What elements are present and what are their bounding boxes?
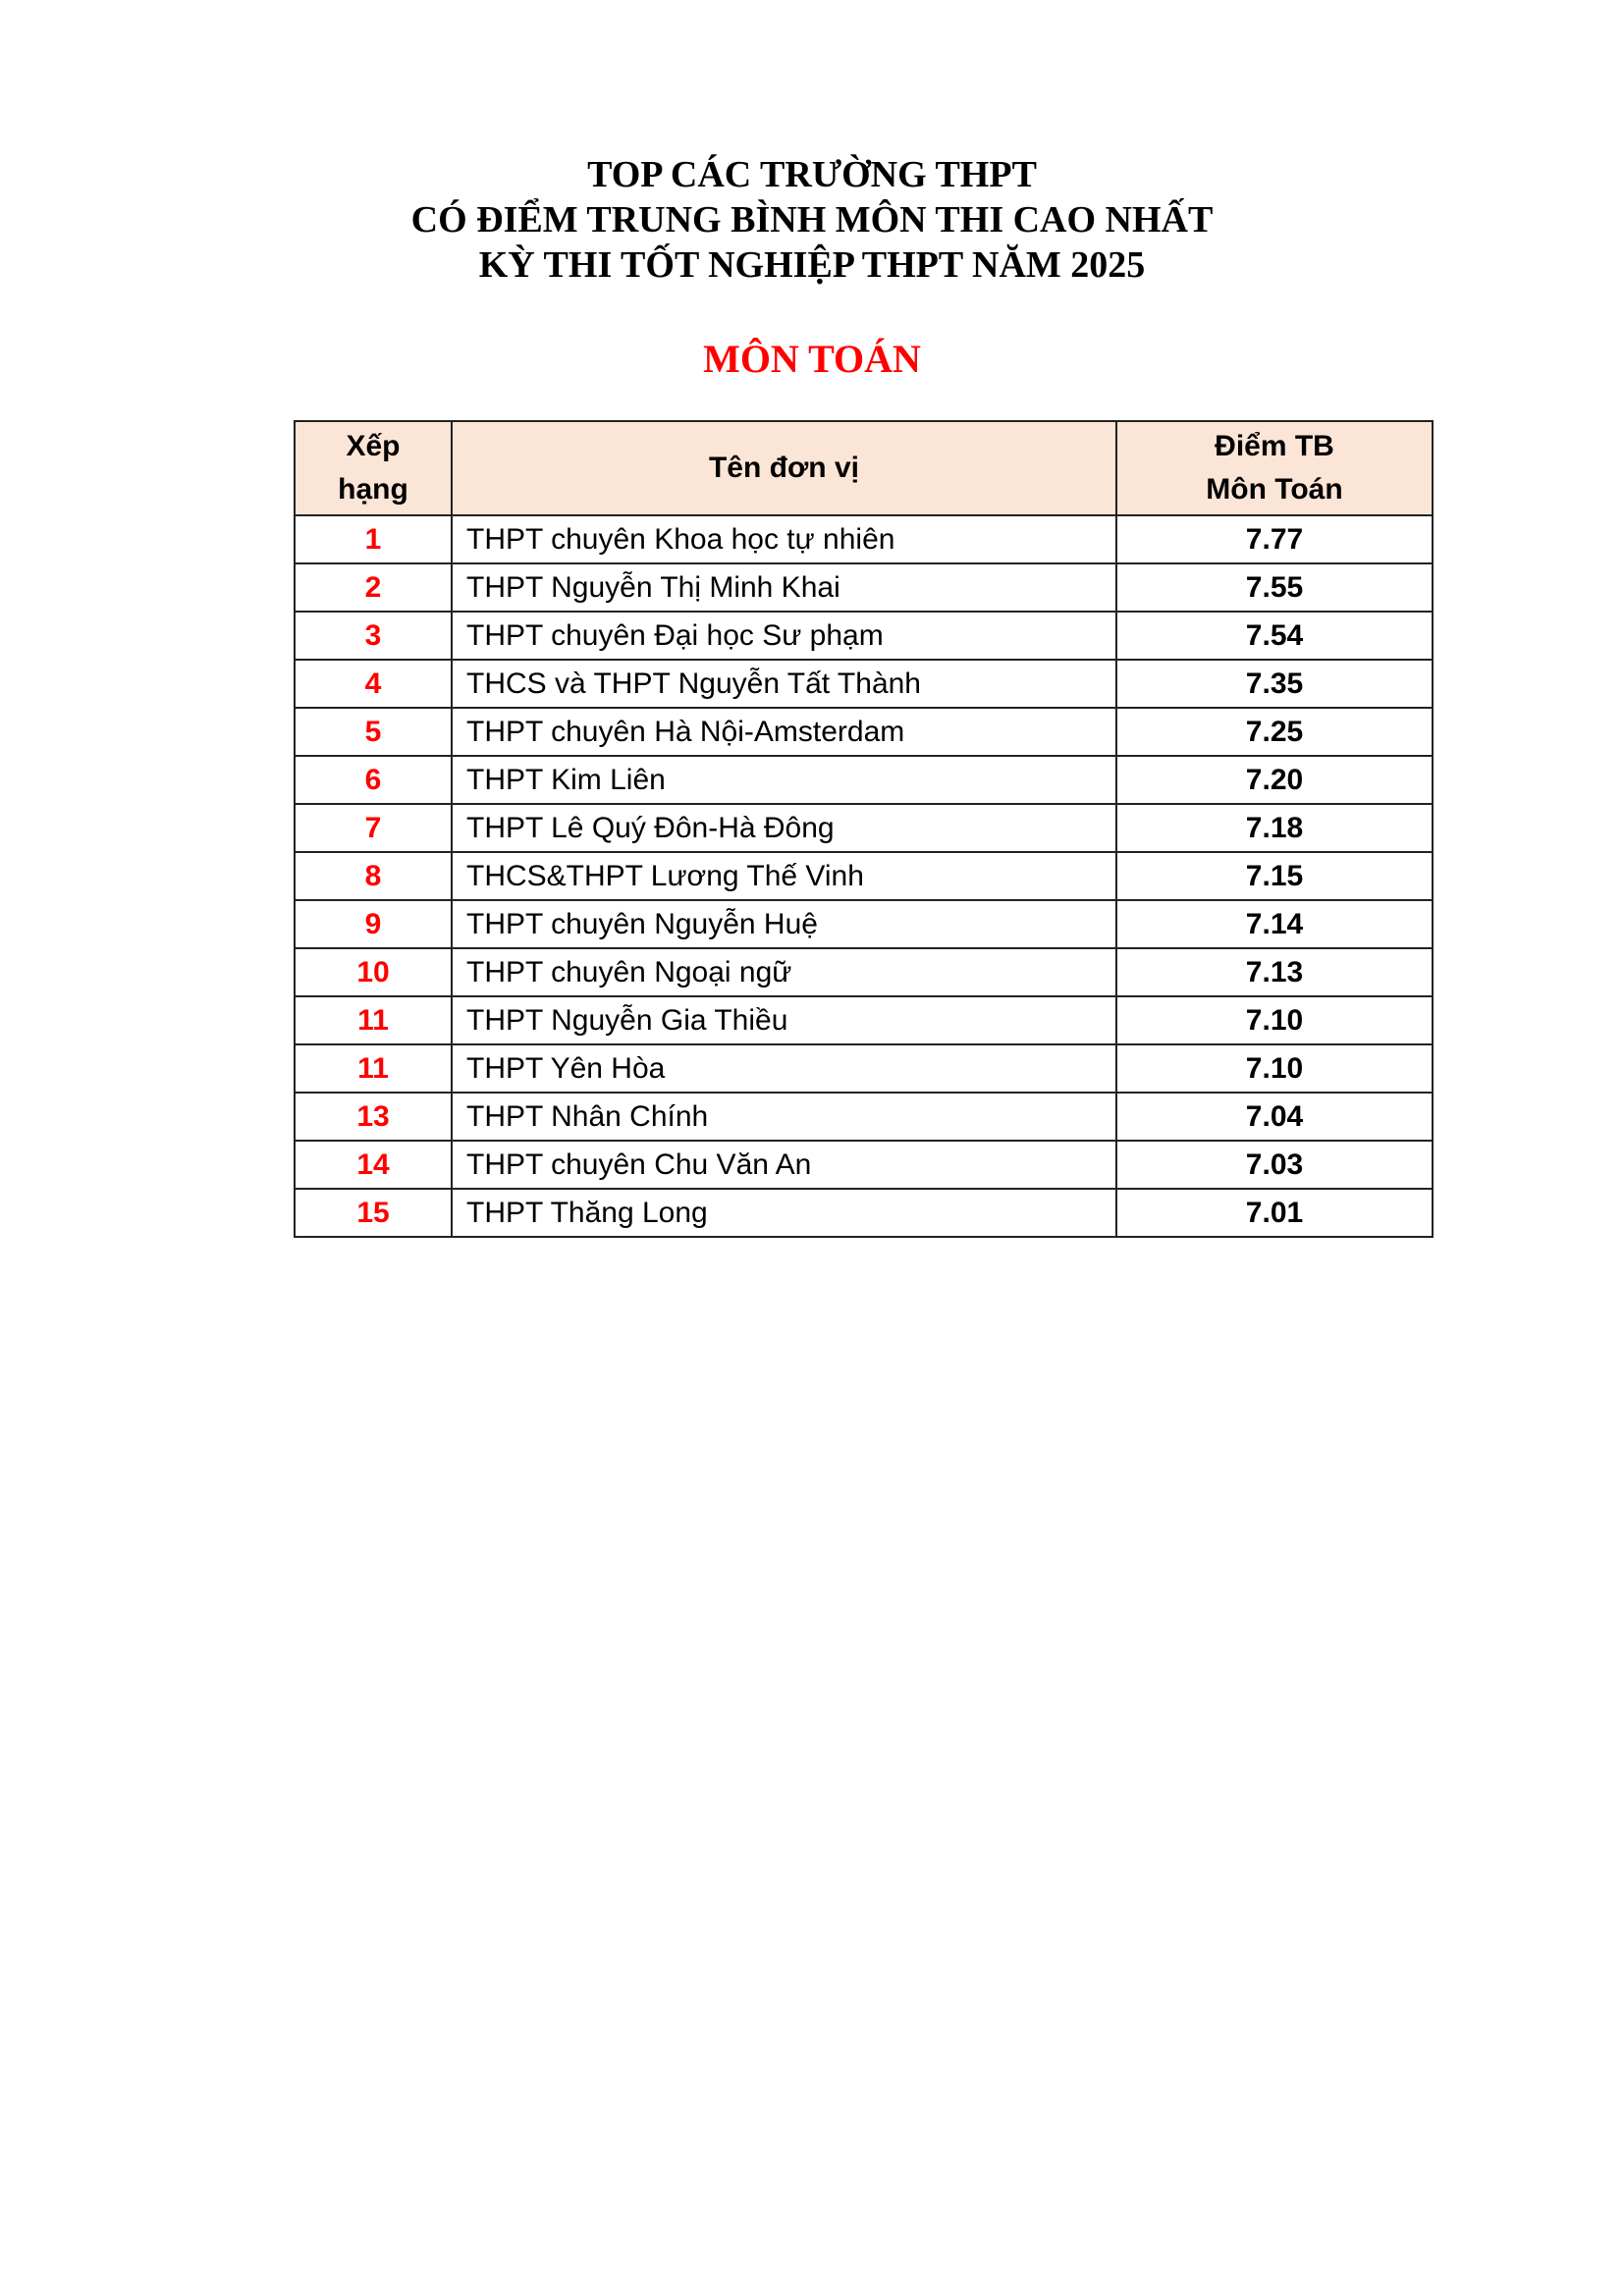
table-row	[295, 563, 1433, 612]
rank-cell: 13	[295, 1093, 452, 1141]
rank-cell: 6	[295, 756, 452, 804]
name-cell: THPT Nhân Chính	[452, 1093, 1116, 1141]
score-cell: 7.77	[1116, 515, 1433, 563]
score-cell: 7.54	[1116, 612, 1433, 660]
table-row	[295, 900, 1433, 948]
name-cell: THPT Kim Liên	[452, 756, 1116, 804]
header-score	[1116, 421, 1433, 515]
table-header-row	[295, 421, 1433, 515]
score-cell: 7.18	[1116, 804, 1433, 852]
table-row	[295, 1141, 1433, 1189]
table-row	[295, 708, 1433, 756]
rank-cell: 14	[295, 1141, 452, 1189]
table-row	[295, 1044, 1433, 1093]
name-cell: THPT chuyên Khoa học tự nhiên	[452, 515, 1116, 563]
title-line: CÓ ĐIỂM TRUNG BÌNH MÔN THI CAO NHẤT	[410, 199, 1214, 240]
header-rank-line: Xếp	[346, 430, 401, 462]
name-cell: THPT Nguyễn Gia Thiều	[452, 996, 1116, 1044]
table-row	[295, 948, 1433, 996]
name-cell: THPT chuyên Hà Nội-Amsterdam	[452, 708, 1116, 756]
score-cell: 7.15	[1116, 852, 1433, 900]
rank-cell: 9	[295, 900, 452, 948]
rank-cell: 8	[295, 852, 452, 900]
table-row	[295, 1093, 1433, 1141]
header-score-line: Điểm TB	[1215, 430, 1334, 462]
score-cell: 7.03	[1116, 1141, 1433, 1189]
rank-cell: 7	[295, 804, 452, 852]
ranking-table	[294, 420, 1434, 1238]
header-name: Tên đơn vị	[452, 421, 1116, 515]
table-row	[295, 804, 1433, 852]
score-cell: 7.13	[1116, 948, 1433, 996]
title-line: KỲ THI TỐT NGHIỆP THPT NĂM 2025	[478, 244, 1146, 286]
name-cell: THPT chuyên Ngoại ngữ	[452, 948, 1116, 996]
table-row	[295, 612, 1433, 660]
table-row	[295, 852, 1433, 900]
document-title	[0, 152, 1624, 288]
table-row	[295, 515, 1433, 563]
header-rank	[295, 421, 452, 515]
table-row	[295, 996, 1433, 1044]
name-cell: THPT chuyên Nguyễn Huệ	[452, 900, 1116, 948]
score-cell: 7.55	[1116, 563, 1433, 612]
rank-cell: 10	[295, 948, 452, 996]
name-cell: THCS và THPT Nguyễn Tất Thành	[452, 660, 1116, 708]
name-cell: THPT Lê Quý Đôn-Hà Đông	[452, 804, 1116, 852]
score-cell: 7.10	[1116, 996, 1433, 1044]
name-cell: THCS&THPT Lương Thế Vinh	[452, 852, 1116, 900]
name-cell: THPT Yên Hòa	[452, 1044, 1116, 1093]
table-row	[295, 660, 1433, 708]
rank-cell: 11	[295, 996, 452, 1044]
score-cell: 7.25	[1116, 708, 1433, 756]
score-cell: 7.35	[1116, 660, 1433, 708]
header-rank-line: hạng	[338, 473, 408, 506]
header-score-line: Môn Toán	[1206, 473, 1343, 506]
score-cell: 7.04	[1116, 1093, 1433, 1141]
score-cell: 7.01	[1116, 1189, 1433, 1237]
rank-cell: 4	[295, 660, 452, 708]
table-row	[295, 756, 1433, 804]
rank-cell: 5	[295, 708, 452, 756]
rank-cell: 15	[295, 1189, 452, 1237]
name-cell: THPT Nguyễn Thị Minh Khai	[452, 563, 1116, 612]
rank-cell: 1	[295, 515, 452, 563]
score-cell: 7.14	[1116, 900, 1433, 948]
name-cell: THPT Thăng Long	[452, 1189, 1116, 1237]
score-cell: 7.10	[1116, 1044, 1433, 1093]
rank-cell: 2	[295, 563, 452, 612]
subject-heading: MÔN TOÁN	[703, 337, 921, 381]
rank-cell: 11	[295, 1044, 452, 1093]
score-cell: 7.20	[1116, 756, 1433, 804]
name-cell: THPT chuyên Chu Văn An	[452, 1141, 1116, 1189]
table-row	[295, 1189, 1433, 1237]
name-cell: THPT chuyên Đại học Sư phạm	[452, 612, 1116, 660]
title-line: TOP CÁC TRƯỜNG THPT	[587, 154, 1037, 195]
rank-cell: 3	[295, 612, 452, 660]
